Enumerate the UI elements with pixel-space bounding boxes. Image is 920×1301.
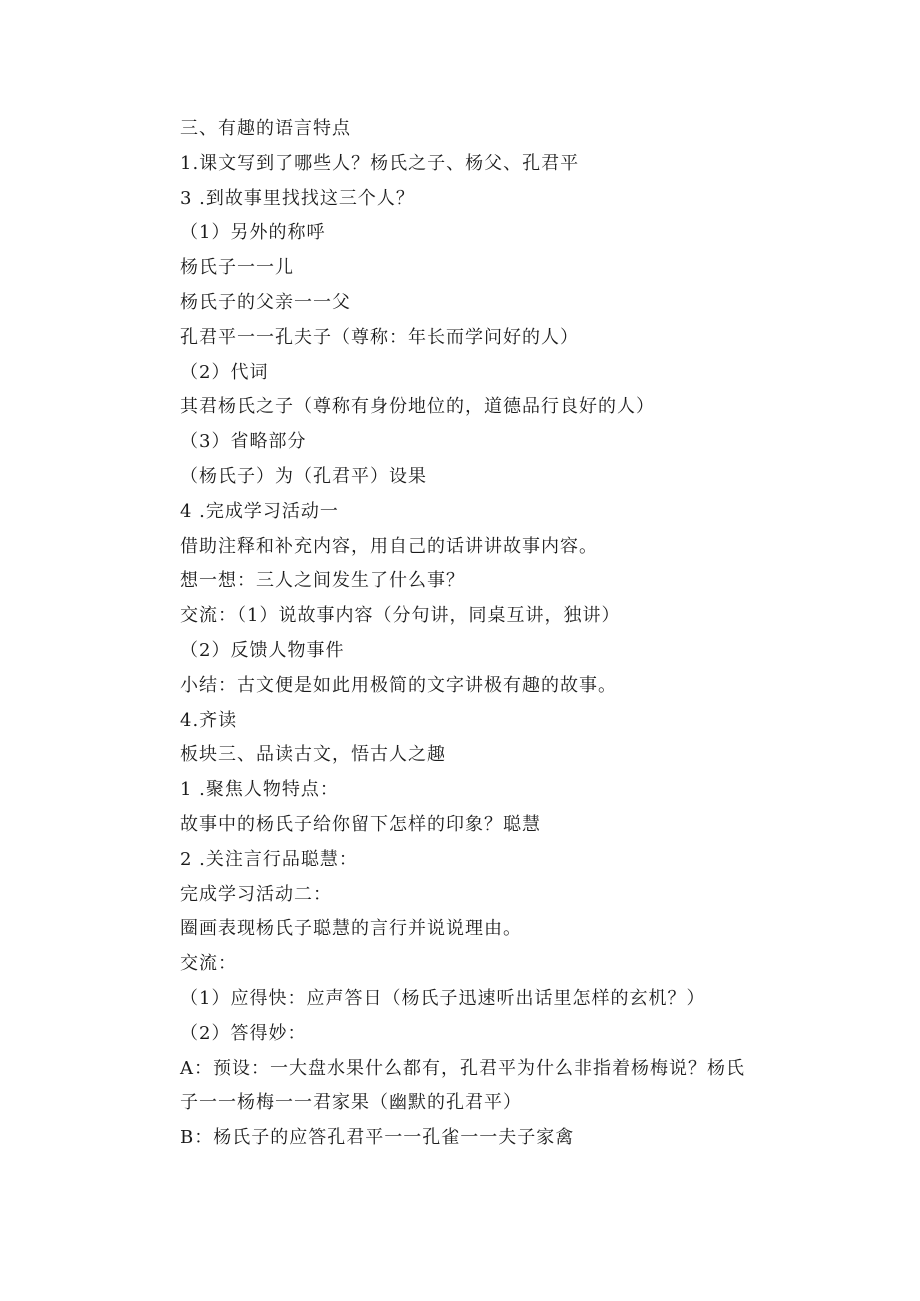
text-line: （3）省略部分 xyxy=(180,431,307,453)
text-line: 圈画表现杨氏子聪慧的言行并说说理由。 xyxy=(180,918,522,940)
text-line: 1 .聚焦人物特点： xyxy=(180,779,339,801)
text-line: 1.课文写到了哪些人？杨氏之子、杨父、孔君平 xyxy=(180,152,580,174)
text-line: 想一想：三人之间发生了什么事？ xyxy=(180,570,465,592)
text-line: B：杨氏子的应答孔君平一一孔雀一一夫子家禽 xyxy=(180,1127,575,1149)
text-line: 交流： xyxy=(180,953,237,975)
text-line: 杨氏子一一儿 xyxy=(180,257,294,279)
text-line: 2 .关注言行品聪慧： xyxy=(180,848,358,870)
text-line: （2）答得妙： xyxy=(180,1022,307,1044)
text-line: 子一一杨梅一一君家果（幽默的孔君平） xyxy=(180,1092,522,1114)
text-line: （2）代词 xyxy=(180,361,269,383)
section-heading: 板块三、品读古文，悟古人之趣 xyxy=(180,744,446,766)
text-line: 借助注释和补充内容，用自己的话讲讲故事内容。 xyxy=(180,535,598,557)
text-line: 4 .完成学习活动一 xyxy=(180,500,339,522)
text-line: 完成学习活动二： xyxy=(180,883,332,905)
text-line: A：预设：一大盘水果什么都有，孔君平为什么非指着杨梅说？杨氏 xyxy=(180,1057,745,1079)
text-line: 其君杨氏之子（尊称有身份地位的，道德品行良好的人） xyxy=(180,396,655,418)
text-line: 孔君平一一孔夫子（尊称：年长而学问好的人） xyxy=(180,326,579,348)
text-line: 交流：（1）说故事内容（分句讲，同桌互讲，独讲） xyxy=(180,605,621,627)
text-line: 小结：古文便是如此用极简的文字讲极有趣的故事。 xyxy=(180,674,617,696)
text-line: （杨氏子）为（孔君平）设果 xyxy=(180,465,427,487)
text-line: 杨氏子的父亲一一父 xyxy=(180,291,351,313)
text-line: 4.齐读 xyxy=(180,709,238,731)
text-line: （2）反馈人物事件 xyxy=(180,639,345,661)
text-line: （1）另外的称呼 xyxy=(180,222,326,244)
text-line: 故事中的杨氏子给你留下怎样的印象？聪慧 xyxy=(180,813,541,835)
text-line: 3 .到故事里找找这三个人？ xyxy=(180,187,415,209)
section-heading: 三、有趣的语言特点 xyxy=(180,118,351,139)
document-body xyxy=(180,112,800,1156)
text-line: （1）应得快：应声答日（杨氏子迅速听出话里怎样的玄机？） xyxy=(180,987,706,1009)
